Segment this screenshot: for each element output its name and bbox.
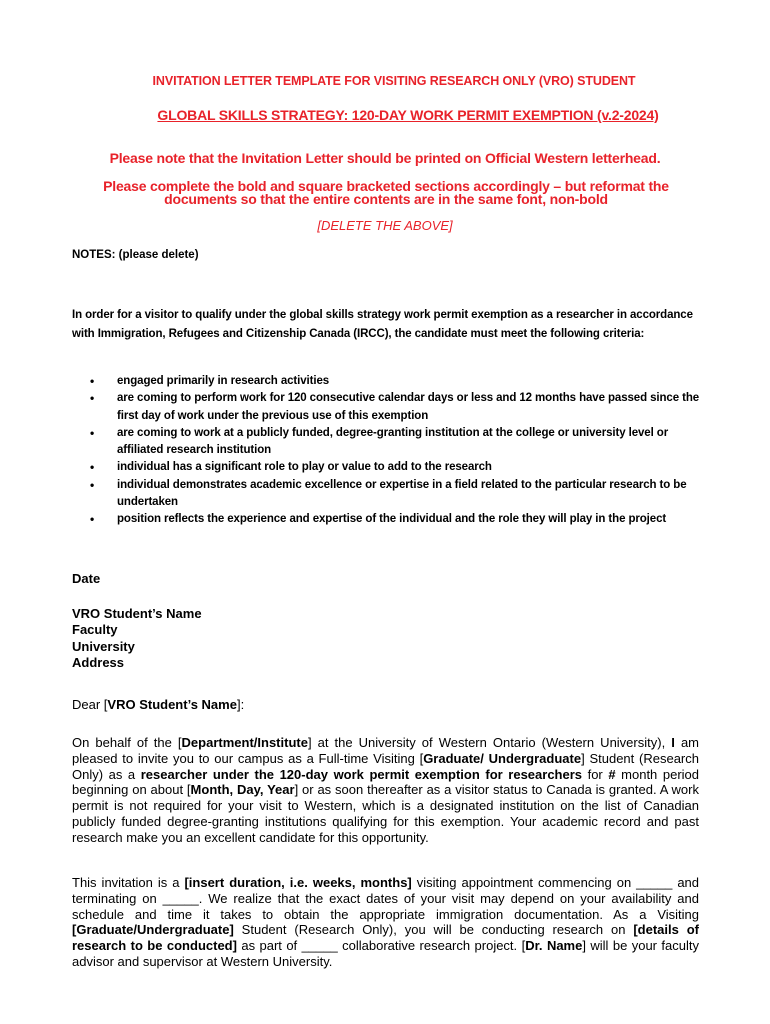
bullet-icon: • xyxy=(90,512,95,527)
bullet-icon: • xyxy=(90,477,95,492)
student-name: VRO Student’s Name xyxy=(72,605,202,621)
recipient-block xyxy=(72,571,202,672)
delete-above-note: [DELETE THE ABOVE] xyxy=(317,218,453,233)
paragraph-duration: This invitation is a [insert duration, i.e. weeks, months] visiting appointment commencing on _____ and terminating on _____. We realize that the exact dates of your visit may depend on your availability and schedule and time it takes to obtain the appropriate immigration documentation. As a Visiting [Graduate/Undergraduate] Student (Research Only), you will be conducting research on [details of research to be conducted] as part of _____ collaborative research project. [Dr. Name] will be your faculty advisor and supervisor at Western University. xyxy=(72,875,700,969)
address: Address xyxy=(72,655,125,670)
criterion-text: engaged primarily in research activities xyxy=(117,375,330,387)
criterion-text: individual has a significant role to play or value to add to the research xyxy=(117,461,492,474)
template-subtitle: GLOBAL SKILLS STRATEGY: 120-DAY WORK PERMIT EXEMPTION (v.2-2024) xyxy=(157,107,659,123)
list-item xyxy=(72,390,712,425)
list-item xyxy=(72,459,712,476)
formatting-note: Please complete the bold and square bracketed sections accordingly – but reformat the documents so that the entire contents are in the same font, non-bold xyxy=(103,178,669,207)
list-item xyxy=(72,477,712,512)
criteria-list xyxy=(72,373,712,529)
paragraph-invitation: On behalf of the [Department/Institute] at the University of Western Ontario (Western University), I am pleased to invite you to our campus as a Full-time Visiting [Graduate/ Undergraduate] Student (Research Only) as a researcher under the 120-day work permit exemption for researchers for # month period beginning on about [Month, Day, Year] or as soon thereafter as a visitor status to Canada is granted. A work permit is not required for your visit to Western, which is a designated institution on the list of Canadian publicly funded degree-granting institutions qualifying for this exemption. Your academic record and past research make you an excellent candidate for this opportunity. xyxy=(72,735,699,845)
list-item xyxy=(72,425,712,460)
criterion-text: are coming to perform work for 120 consecutive calendar days or less and 12 months have passed since the first day of work under the previous use of this exemption xyxy=(117,392,700,422)
list-item xyxy=(72,511,712,528)
criterion-text: position reflects the experience and expertise of the individual and the role they will play in the project xyxy=(117,513,667,526)
criterion-text: are coming to work at a publicly funded, degree-granting institution at the college or university level or affiliated research institution xyxy=(117,426,669,457)
faculty: Faculty xyxy=(72,622,118,637)
salutation: Dear [VRO Student’s Name]: xyxy=(72,697,245,712)
bullet-icon: • xyxy=(90,460,95,475)
bullet-icon: • xyxy=(90,425,95,440)
criteria-intro: In order for a visitor to qualify under the global skills strategy work permit exemption as a researcher in accordance with Immigration, Refugees and Citizenship Canada (IRCC), the candidate must meet the following criteria: xyxy=(72,309,693,340)
university: University xyxy=(72,638,135,654)
list-item xyxy=(72,373,712,390)
template-title: INVITATION LETTER TEMPLATE FOR VISITING RESEARCH ONLY (VRO) STUDENT xyxy=(152,74,636,88)
criterion-text: individual demonstrates academic excellence or expertise in a field related to the particular research to be undertaken xyxy=(117,478,687,509)
bullet-icon: • xyxy=(90,374,95,388)
notes-label: NOTES: (please delete) xyxy=(72,249,199,261)
letter-date: Date xyxy=(72,571,101,586)
letterhead-note: Please note that the Invitation Letter should be printed on Official Western letterhead. xyxy=(109,150,661,166)
bullet-icon: • xyxy=(90,391,95,406)
